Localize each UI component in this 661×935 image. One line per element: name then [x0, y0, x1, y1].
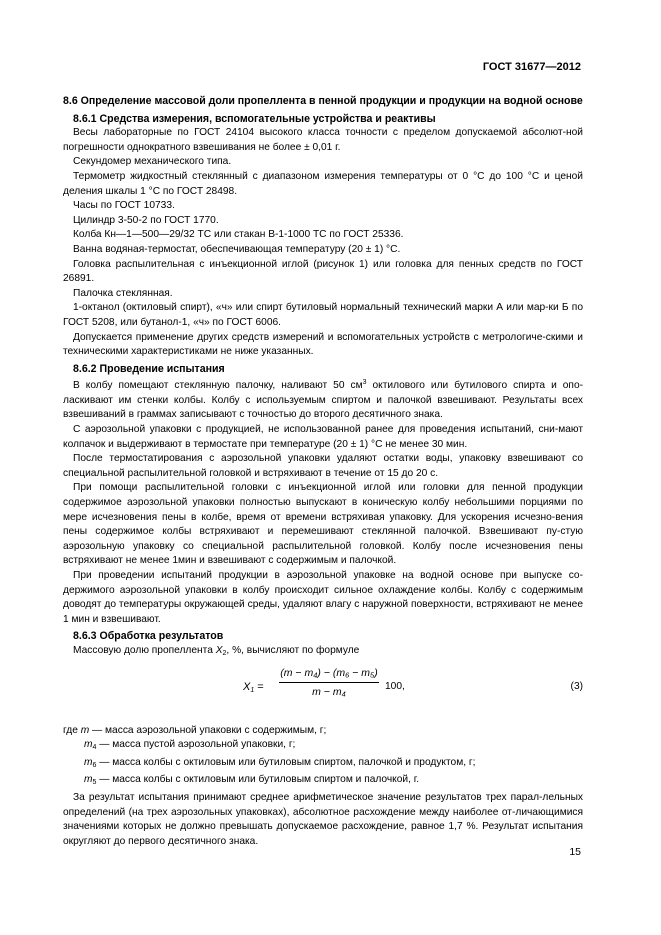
standard-header: ГОСТ 31677—2012	[482, 61, 581, 73]
formula-eq: =	[254, 680, 264, 693]
variable: m	[84, 756, 93, 768]
equipment-list	[63, 126, 583, 360]
variable: X	[215, 644, 223, 656]
equipment-item: Секундомер механического типа.	[73, 156, 232, 168]
subscript: 6	[92, 761, 97, 769]
procedure-paragraph: После термостатирования с аэрозольной упаковки удаляют остатки воды, упаковку взвешивают со специальной распылительной головкой и встряхивают в течение от 15 до 20 с.	[63, 453, 583, 479]
result-paragraph: За результат испытания принимают среднее арифметическое значение результатов трех парал-лельных определений (на трех аэрозольных упаковках), абсолютное расхождение между наиболее от-личающимися значениями которых не должно превышать допускаемое расхождение, равное 1,7 %. Результат испытания округляют до первого десятичного знака.	[63, 791, 583, 847]
formula-lhs	[243, 680, 264, 699]
procedure-paragraph: При проведении испытаний продукции в аэрозольной упаковке на водной основе при выпуске со-держимого аэрозольной упаковки в колбу происходит сильное охлаждение колбы. Колбу с содержимым доводят до температуры окружающей среды, удаляют влагу с наружной поверхности, встряхивают не менее 1 мин и взвешивают.	[63, 570, 583, 625]
where-line	[63, 724, 583, 739]
text-fragment: — масса аэрозольной упаковки с содержимым, г;	[89, 724, 327, 736]
section-title: 8.6 Определение массовой доли пропеллента в пенной продукции и продукции на водной основе	[63, 95, 583, 107]
equipment-item: Весы лабораторные по ГОСТ 24104 высокого класса точности с пределом допускаемой абсолют-ной погрешности однократного взвешивания не более ± 0,01 г.	[63, 127, 583, 153]
equipment-item: Часы по ГОСТ 10733.	[73, 200, 175, 212]
procedure-paragraph: При помощи распылительной головки с инъекционной иглой или головки для пенной продукции содержимое аэрозольной упаковки полностью выпускают в коническую колбу небольшими порциями по мере исчезновения пены в колбе, время от времени встряхивая упаковку. Для ускорения исчезно-вения пены содержимое колбы встряхивают и перемешивают стеклянной палочкой. Взвешивают пу-стую аэрозольную упаковку со специальной распылительной головкой. Колбу после исчезновения пены встряхивают не менее 1мин и взвешивают с содержимым и палочкой.	[63, 482, 583, 567]
content	[63, 90, 583, 849]
superscript: 3	[362, 379, 367, 387]
where-line	[84, 773, 583, 791]
text-fragment: — масса колбы с октиловым или бутиловым спиртом, палочкой и продуктом, г;	[96, 756, 476, 768]
subscript: 4	[92, 744, 97, 752]
text-fragment: — масса пустой аэрозольной упаковки, г;	[96, 739, 296, 751]
equipment-item: Термометр жидкостный стеклянный с диапазоном измерения температуры от 0 °С до 100 °С и ценой деления шкалы 1 °С по ГОСТ 28498.	[63, 170, 583, 197]
variable: m	[84, 774, 93, 786]
equipment-item: 1-октанол (октиловый спирт), «ч» или спирт бутиловый нормальный технический марки А или мар-ки Б по ГОСТ 5208, или бутанол-1, «ч» по ГОСТ 6006.	[63, 302, 583, 328]
equipment-item: Колба Кн—1—500—29/32 ТС или стакан В-1-1000 ТС по ГОСТ 25336.	[73, 229, 404, 241]
equipment-item: Допускается применение других средств измерений и вспомогательных устройств с метрологиче-скими и техническими характеристиками не ниже указанных.	[63, 331, 583, 358]
equipment-item: Головка распылительная с инъекционной иглой (рисунок 1) или головка для пенных средств по ГОСТ 26891.	[63, 258, 583, 285]
subscript: 2	[222, 649, 227, 657]
formula-multiplier: 100,	[385, 680, 405, 692]
where-line	[84, 756, 583, 774]
equation-number: (3)	[570, 680, 583, 692]
formula-sub: 1	[250, 686, 255, 694]
equipment-item: Палочка стеклянная.	[73, 287, 173, 299]
text-fragment: октилового или бутилового спирта и опо-ласкивают им стенки колбы. Колбу с используемым спиртом и палочкой взвешивают. Результаты всех взвешиваний в граммах записывают с точностью до второго десятичного знака.	[63, 380, 583, 421]
formula-var: X	[243, 680, 251, 693]
variable: m	[84, 739, 93, 751]
text-fragment: Массовую долю пропеллента	[73, 644, 216, 656]
subsection-title-2: 8.6.2 Проведение испытания	[73, 362, 225, 375]
procedure-paragraph	[63, 376, 583, 423]
text-fragment: В колбу помещают стеклянную палочку, наливают 50 см	[73, 380, 363, 392]
procedure-paragraph: С аэрозольной упаковки с продукцией, не использованной ранее для проведения испытаний, сни-мают колпачок и выдерживают в термостате при температуре (20 ± 1) °С не менее 30 мин.	[63, 424, 583, 450]
text-fragment: где	[63, 724, 81, 736]
text-fragment: , %, вычисляют по формуле	[226, 644, 360, 656]
subsection-title-1: 8.6.1 Средства измерения, вспомогательные устройства и реактивы	[73, 112, 436, 125]
text-fragment: — масса колбы с октиловым или бутиловым спиртом и палочкой, г.	[96, 774, 420, 786]
equipment-item: Ванна водяная-термостат, обеспечивающая температуру (20 ± 1) °С.	[73, 243, 401, 255]
equipment-item: Цилиндр 3-50-2 по ГОСТ 1770.	[73, 214, 219, 226]
subscript: 5	[92, 779, 97, 787]
formula-denominator: m − m₄	[312, 686, 346, 699]
variable: m	[80, 724, 90, 736]
subsection-title-3: 8.6.3 Обработка результатов	[73, 630, 224, 643]
formula-intro	[63, 644, 583, 662]
page-number: 15	[569, 846, 581, 858]
formula-numerator: (m − m₄) − (m₆ − m₅)	[279, 666, 379, 684]
formula-fraction	[279, 666, 379, 700]
where-line	[84, 738, 583, 756]
formula	[63, 666, 583, 718]
